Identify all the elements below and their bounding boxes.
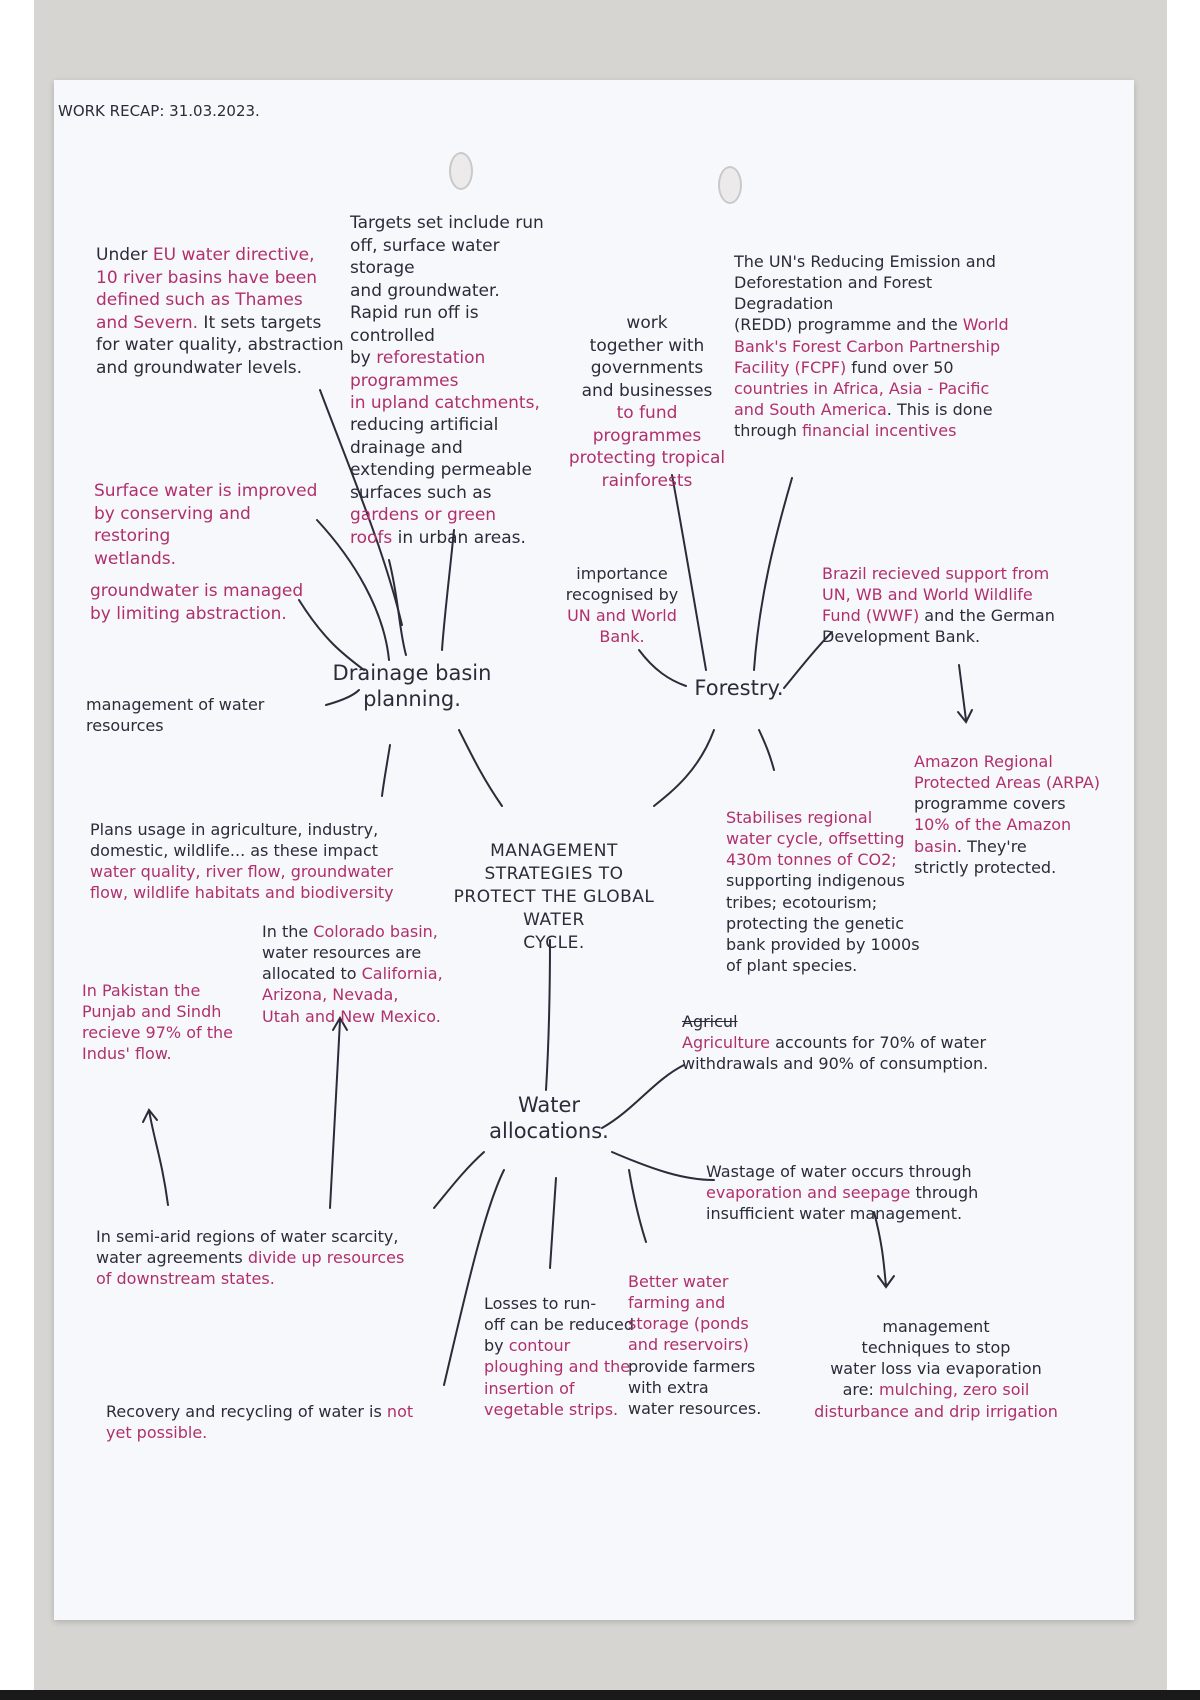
connector-plans [382, 745, 390, 796]
note-agriculture [682, 990, 1012, 1074]
note-brazil [822, 542, 1072, 648]
note-amazon-arpa [914, 730, 1104, 878]
note-techniques-part-a: management techniques to stop water loss via evaporation are: [830, 1317, 1042, 1400]
connector-stabilises [759, 730, 774, 770]
arrow-semi-pakistan [149, 1110, 168, 1205]
connector-targets [389, 560, 406, 655]
note-recovery-part-a: Recovery and recycling of water is [106, 1402, 387, 1422]
note-colorado [262, 900, 482, 1027]
note-eu-directive [96, 222, 356, 379]
note-amazon-part-c: 10% of the Amazon basin [914, 815, 1072, 856]
note-plans-part-b: water quality, river flow, groundwater flow, wildlife habitats and biodiversity [90, 862, 394, 903]
note-semi-part-a: In semi-arid regions of water scarcity, water agreements [96, 1227, 399, 1268]
note-agriculture-part-a: Agriculture [682, 1033, 770, 1053]
note-targets-part-c: reducing artificial drainage and extending permeable surfaces such as [350, 415, 532, 503]
note-importance [562, 542, 682, 648]
note-techniques [806, 1295, 1066, 1422]
note-recovery [106, 1380, 466, 1443]
note-plans-usage [90, 798, 430, 904]
note-un-part-f: financial incentives [801, 420, 957, 440]
connector-center-water [546, 940, 550, 1090]
arrow-brazil-amazon [959, 665, 966, 720]
note-amazon-part-a: Amazon Regional Protected Areas (ARPA) [914, 752, 1101, 793]
center-title: MANAGEMENT STRATEGIES TO PROTECT THE GLOBAL WATER CYCLE. [453, 841, 655, 953]
note-stabilises-part-a: Stabilises regional water cycle, offsetting 430m tonnes of CO2; [726, 808, 905, 870]
photo-background [34, 0, 1167, 1700]
note-amazon-part-d: . They're strictly protected. [914, 836, 1057, 877]
connector-losses [550, 1178, 556, 1268]
note-recovery-part-b: not yet possible. [106, 1402, 414, 1443]
note-targets-part-a: Targets set include run off, surface water storage and groundwater. Rapid run off is controlled by [350, 213, 544, 369]
connector-un [754, 478, 792, 670]
note-targets [350, 190, 560, 549]
arrow-semi-colorado [330, 1020, 340, 1208]
note-wastage [706, 1140, 1006, 1224]
note-work-part-b: to fund programmes protecting tropical rainforests [568, 403, 726, 491]
note-eu-directive-part-a: Under [96, 245, 153, 266]
note-un-part-c: fund over 50 [851, 357, 954, 377]
note-semi-part-b: divide up resources of downstream states. [96, 1248, 405, 1289]
note-work-part-a: work together with governments and businesses [581, 313, 713, 401]
note-techniques-part-b: mulching, zero soil disturbance and drip irrigation [814, 1380, 1058, 1421]
header-date-note: WORK RECAP: 31.03.2023. [58, 102, 260, 120]
note-semi-arid [96, 1205, 436, 1289]
note-colorado-part-d: California, Arizona, Nevada, Utah and New Mexico. [262, 964, 443, 1026]
note-losses-part-a: Losses to run- off can be reduced by [484, 1294, 634, 1356]
note-un-part-b: World Bank's Forest Carbon Partnership Facility (FCPF) [734, 315, 1009, 377]
connector-to-center-drainage [459, 730, 502, 806]
note-agriculture-struck: Agricul [682, 1012, 738, 1032]
note-amazon-part-b: programme covers [914, 794, 1066, 814]
note-losses-part-b: contour ploughing and the insertion of vegetable strips. [484, 1336, 631, 1419]
note-eu-directive-part-c: It sets targets for water quality, abstraction and groundwater levels. [96, 312, 344, 378]
note-groundwater [90, 558, 320, 625]
note-surface-water [94, 458, 324, 570]
connector-wastage [612, 1152, 714, 1180]
note-importance-part-b: UN and World Bank. [567, 606, 677, 647]
connector-to-center-forestry [654, 730, 714, 806]
note-un-redd [734, 230, 1034, 441]
note-brazil-part-a: Brazil recieved support from [822, 564, 1050, 584]
note-wastage-part-a: Wastage of water occurs through [706, 1162, 972, 1182]
photo-bottom-border [0, 1690, 1200, 1700]
note-targets-part-b: reforestation programmes in upland catchments, [350, 348, 540, 413]
note-targets-part-d: gardens or green roofs [350, 505, 497, 548]
note-un-part-d: countries in Africa, Asia - Pacific and South America [734, 378, 990, 419]
note-pakistan: In Pakistan the Punjab and Sindh recieve 97% of the Indus' flow. [82, 981, 233, 1064]
paper-sheet [54, 80, 1134, 1620]
note-un-part-e: . This is done through [734, 399, 993, 440]
note-eu-directive-part-b: EU water directive, 10 river basins have been defined such as Thames and Severn. [96, 245, 318, 333]
note-losses [484, 1272, 644, 1420]
connector-semi-arid [434, 1152, 484, 1208]
note-colorado-part-c: water resources are allocated to [262, 943, 422, 984]
note-colorado-part-b: Colorado basin, [313, 922, 438, 942]
note-management: management of water resources [86, 695, 265, 736]
hub-water-allocations: Water allocations. [489, 1093, 609, 1144]
note-agriculture-part-b: accounts for 70% of water withdrawals and 90% of consumption. [682, 1033, 989, 1074]
note-surface-part-b: restoring wetlands. [94, 526, 176, 569]
note-brazil-part-c: and the German Development Bank. [822, 606, 1055, 647]
hub-drainage-basin-planning: Drainage basin planning. [332, 661, 492, 712]
note-better-part-b: provide farmers with extra water resources. [628, 1356, 762, 1418]
note-better-water [628, 1250, 788, 1419]
note-better-part-a: Better water farming and storage (ponds and reservoirs) [628, 1272, 749, 1355]
note-wastage-part-b: evaporation and seepage [706, 1183, 911, 1203]
note-work-together [562, 290, 732, 492]
note-groundwater-part-b: limiting abstraction. [116, 603, 287, 624]
note-wastage-part-c: through insufficient water management. [706, 1183, 979, 1224]
note-targets-part-e: in urban areas. [392, 527, 526, 548]
note-surface-part-a: Surface water is improved by conserving and [94, 481, 318, 524]
note-colorado-part-a: In the [262, 922, 314, 942]
note-stabilises [726, 786, 936, 976]
connector-better [629, 1170, 646, 1242]
note-groundwater-part-a: groundwater is managed by [90, 581, 304, 624]
connector-importance [639, 650, 686, 686]
hub-forestry: Forestry. [694, 676, 784, 700]
note-stabilises-part-b: supporting indigenous tribes; ecotourism; protecting the genetic bank provided by 1000s of plant species. [726, 871, 920, 975]
note-importance-part-a: importance recognised by [565, 564, 679, 605]
note-plans-part-a: Plans usage in agriculture, industry, domestic, wildlife... as these impact [90, 820, 379, 861]
note-un-part-a: The UN's Reducing Emission and Deforestation and Forest Degradation (REDD) programme and the [734, 252, 996, 335]
note-brazil-part-b: UN, WB and World Wildlife Fund (WWF) [822, 585, 1033, 626]
